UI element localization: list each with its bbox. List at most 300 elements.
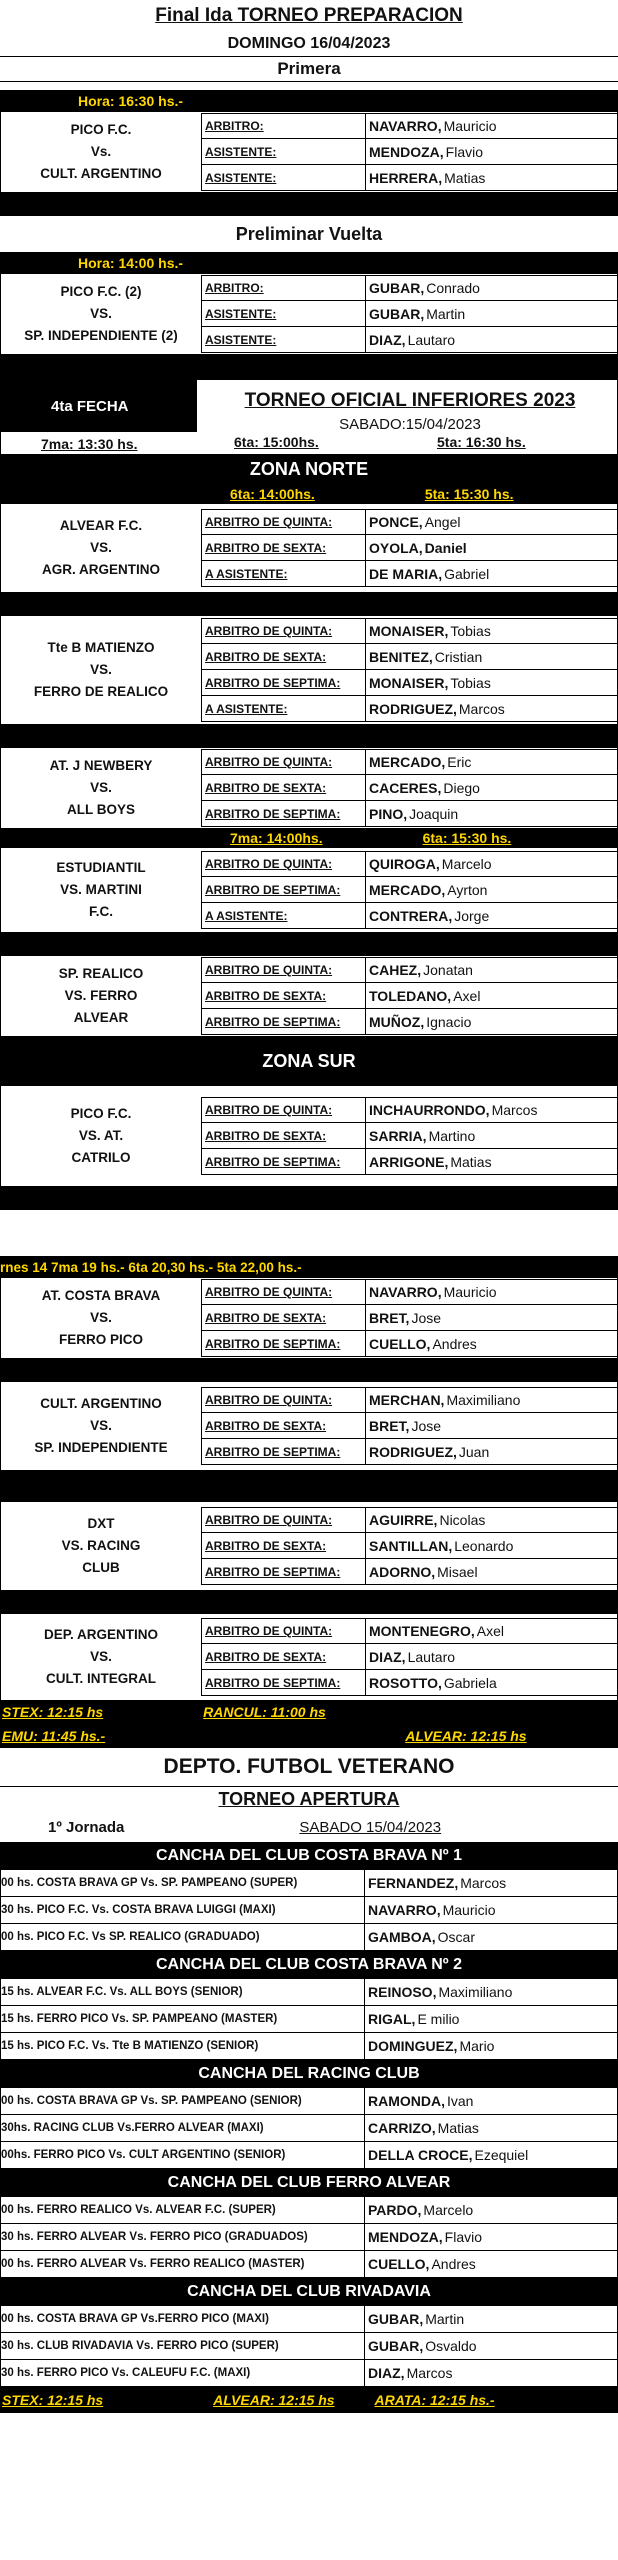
referee-row bbox=[201, 535, 617, 561]
referee-row bbox=[201, 1123, 617, 1149]
referee-row bbox=[201, 957, 617, 983]
veterano-game bbox=[0, 1924, 618, 1951]
referee-first-name: Ignacio bbox=[426, 1013, 472, 1030]
referee-last-name: MENDOZA, bbox=[368, 2229, 443, 2245]
veterano-game bbox=[0, 2251, 618, 2278]
veterano-game bbox=[0, 1870, 618, 1897]
away-team: F.C. bbox=[88, 904, 113, 919]
preliminar-title-row bbox=[0, 216, 618, 252]
vs-label: VS. AT. bbox=[78, 1128, 124, 1143]
referee-row bbox=[201, 1305, 617, 1331]
referee-last-name: GUBAR, bbox=[368, 2338, 424, 2354]
septima-time: 7ma: 13:30 hs. bbox=[41, 436, 138, 452]
referee-last-name: NAVARRO, bbox=[369, 1284, 442, 1300]
referee-last-name: AGUIRRE, bbox=[369, 1512, 438, 1528]
referee-name bbox=[366, 696, 617, 721]
referee-first-name: Jorge bbox=[454, 907, 490, 924]
vs-label: VS. bbox=[90, 1310, 112, 1325]
referee-first-name: Jose bbox=[411, 1417, 442, 1434]
viernes-match-1 bbox=[0, 1278, 618, 1358]
game-description: 30 hs. FERRO PICO Vs. CALEUFU F.C. (MAXI) bbox=[1, 2360, 365, 2386]
home-team: AT. J NEWBERY bbox=[49, 758, 153, 773]
match-teams bbox=[1, 1382, 201, 1470]
referee-name bbox=[366, 1123, 617, 1148]
referee-name bbox=[366, 1098, 617, 1122]
referee-last-name: RODRIGUEZ, bbox=[369, 700, 457, 717]
referee-first-name: Lautaro bbox=[407, 1648, 456, 1665]
referee-last-name: MERCHAN, bbox=[369, 1392, 445, 1408]
referee-first-name: Andres bbox=[432, 1335, 477, 1352]
referee-last-name: DELLA CROCE, bbox=[368, 2147, 473, 2163]
referee-first-name: Mario bbox=[459, 2038, 495, 2054]
referee-name bbox=[366, 1388, 617, 1412]
referee-last-name: CUELLO, bbox=[368, 2256, 430, 2272]
veterano-game bbox=[0, 2142, 618, 2169]
separator bbox=[0, 1590, 618, 1614]
veterano-game bbox=[0, 2088, 618, 2115]
referee-first-name: Andres bbox=[431, 2256, 476, 2272]
away-team: FERRO DE REALICO bbox=[33, 684, 169, 699]
referee-last-name: NAVARRO, bbox=[368, 1902, 441, 1918]
separator bbox=[0, 1470, 618, 1502]
referee-last-name: QUIROGA, bbox=[369, 856, 440, 872]
zona-norte-sexta: 6ta: 14:00hs. bbox=[230, 486, 315, 502]
referee-name bbox=[365, 1870, 617, 1896]
match-teams bbox=[1, 956, 201, 1036]
referee-first-name: Misael bbox=[437, 1563, 478, 1580]
referee-row bbox=[201, 113, 617, 139]
referee-last-name: RODRIGUEZ, bbox=[369, 1443, 457, 1460]
home-team: SP. REALICO bbox=[58, 966, 144, 981]
referee-first-name: Eric bbox=[447, 754, 472, 770]
referee-last-name: BENITEZ, bbox=[369, 648, 433, 665]
referee-role: ARBITRO DE SEXTA: bbox=[201, 1413, 366, 1438]
referee-last-name: GUBAR, bbox=[368, 2311, 424, 2327]
referee-name bbox=[365, 2360, 617, 2386]
vs-label: VS. bbox=[90, 662, 112, 677]
referee-row bbox=[201, 1507, 617, 1533]
separator bbox=[0, 354, 618, 380]
referee-first-name: Marcelo bbox=[423, 2202, 474, 2218]
vs-label: VS. bbox=[90, 540, 112, 555]
zona-norte-match-1 bbox=[0, 504, 618, 592]
referee-role: ARBITRO DE QUINTA: bbox=[201, 1280, 366, 1304]
referee-first-name: Ivan bbox=[447, 2093, 474, 2109]
referee-row bbox=[201, 670, 617, 696]
referee-name bbox=[366, 958, 617, 982]
veterano-title-row bbox=[0, 1748, 618, 1786]
referee-role: ARBITRO DE SEXTA: bbox=[201, 1644, 366, 1669]
referee-row bbox=[201, 275, 617, 301]
referee-last-name: DOMINGUEZ, bbox=[368, 2038, 458, 2054]
referee-last-name: REINOSO, bbox=[368, 1984, 437, 2000]
referee-name bbox=[365, 2033, 617, 2059]
referee-name bbox=[366, 1619, 617, 1643]
away-team: ALVEAR bbox=[73, 1010, 129, 1025]
match-teams bbox=[1, 848, 201, 932]
referee-role: ARBITRO DE SEPTIMA: bbox=[201, 1009, 366, 1034]
referee-row bbox=[201, 903, 617, 929]
referee-name bbox=[365, 1897, 617, 1923]
referee-last-name: CUELLO, bbox=[369, 1335, 431, 1352]
zona-norte-bar bbox=[0, 454, 618, 484]
referee-first-name: Maximiliano bbox=[438, 1984, 513, 2000]
header-date-row bbox=[0, 32, 618, 56]
game-description: 00 hs. COSTA BRAVA GP Vs. SP. PAMPEANO (SENIOR) bbox=[1, 2088, 365, 2114]
separator bbox=[0, 724, 618, 748]
page-title: Final Ida TORNEO PREPARACION bbox=[155, 5, 463, 26]
referee-name bbox=[366, 1149, 617, 1174]
referee-first-name: Maximiliano bbox=[446, 1392, 521, 1408]
referee-first-name: Marcos bbox=[458, 700, 505, 717]
referee-name bbox=[365, 2142, 617, 2168]
referee-name bbox=[366, 1533, 617, 1558]
referee-first-name: Mauricio bbox=[443, 118, 497, 134]
referee-first-name: Ezequiel bbox=[474, 2147, 529, 2163]
referee-name bbox=[366, 139, 617, 164]
referee-list bbox=[201, 848, 617, 932]
veterano-arata: ARATA: 12:15 hs.- bbox=[374, 2392, 495, 2408]
vs-label: VS. FERRO bbox=[64, 988, 138, 1003]
match-teams bbox=[1, 1614, 201, 1700]
referee-role: ARBITRO DE SEXTA: bbox=[201, 644, 366, 669]
referee-role: ARBITRO DE SEXTA: bbox=[201, 1305, 366, 1330]
referee-name bbox=[366, 1009, 617, 1034]
referee-first-name: Conrado bbox=[426, 280, 480, 296]
referee-last-name: GUBAR, bbox=[369, 305, 425, 322]
referee-last-name: DIAZ, bbox=[368, 2365, 405, 2381]
zona-sur-match bbox=[0, 1086, 618, 1186]
referee-last-name: ADORNO, bbox=[369, 1563, 436, 1580]
referee-row bbox=[201, 1149, 617, 1175]
match-teams bbox=[1, 274, 201, 354]
referee-role: A ASISTENTE: bbox=[201, 696, 366, 721]
referee-row bbox=[201, 1009, 617, 1035]
referee-name bbox=[366, 276, 617, 300]
game-description: 30 hs. CLUB RIVADAVIA Vs. FERRO PICO (SUPER) bbox=[1, 2333, 365, 2359]
zona-norte-quinta: 5ta: 15:30 hs. bbox=[424, 486, 514, 502]
preliminar-match bbox=[0, 274, 618, 354]
referee-role: ARBITRO: bbox=[201, 276, 366, 300]
referee-list bbox=[201, 274, 617, 354]
referee-role: ARBITRO DE SEPTIMA: bbox=[201, 801, 366, 826]
referee-row bbox=[201, 327, 617, 353]
referee-row bbox=[201, 1670, 617, 1696]
referee-row bbox=[201, 618, 617, 644]
referee-last-name: CAHEZ, bbox=[369, 962, 422, 978]
header-date: DOMINGO 16/04/2023 bbox=[227, 35, 391, 52]
match-teams bbox=[1, 1502, 201, 1590]
home-team: PICO F.C. bbox=[70, 1106, 132, 1121]
referee-row bbox=[201, 1644, 617, 1670]
referee-role: ASISTENTE: bbox=[201, 301, 366, 326]
referee-last-name: OYOLA, bbox=[369, 539, 423, 556]
veterano-game bbox=[0, 1979, 618, 2006]
match-teams bbox=[1, 1278, 201, 1358]
match-teams bbox=[1, 1086, 201, 1186]
separator bbox=[0, 932, 618, 956]
inferiores-date: SABADO:15/04/2023 bbox=[339, 416, 481, 433]
referee-first-name: Oscar bbox=[437, 1929, 476, 1945]
zona-norte-match-2 bbox=[0, 616, 618, 724]
zona-norte-match-3 bbox=[0, 748, 618, 828]
referee-role: ARBITRO DE QUINTA: bbox=[201, 1388, 366, 1412]
vs-label: VS. bbox=[90, 1418, 112, 1433]
referee-role: ARBITRO DE SEXTA: bbox=[201, 775, 366, 800]
referee-name bbox=[366, 327, 617, 352]
veterano-game bbox=[0, 2224, 618, 2251]
primera-match bbox=[0, 112, 618, 192]
away-team: SP. INDEPENDIENTE bbox=[34, 1440, 168, 1455]
referee-role: ASISTENTE: bbox=[201, 327, 366, 352]
alvear-time: ALVEAR: 12:15 hs bbox=[405, 1728, 527, 1744]
referee-first-name: Gabriela bbox=[443, 1674, 497, 1691]
veterano-game bbox=[0, 2115, 618, 2142]
referee-name bbox=[366, 165, 617, 190]
referee-last-name: CONTRERA, bbox=[369, 907, 453, 924]
referee-role: ARBITRO DE QUINTA: bbox=[201, 510, 366, 534]
veterano-game bbox=[0, 2306, 618, 2333]
referee-last-name: ARRIGONE, bbox=[369, 1153, 449, 1170]
referee-role: ARBITRO DE SEXTA: bbox=[201, 1123, 366, 1148]
referee-name bbox=[366, 1331, 617, 1356]
veterano-game bbox=[0, 2333, 618, 2360]
referee-first-name: Marcos bbox=[406, 2365, 453, 2381]
referee-role: ASISTENTE: bbox=[201, 165, 366, 190]
referee-name bbox=[365, 2197, 617, 2223]
home-team: ALVEAR F.C. bbox=[59, 518, 143, 533]
viernes-footer-2 bbox=[0, 1724, 618, 1748]
referee-role: ARBITRO DE SEPTIMA: bbox=[201, 877, 366, 902]
referee-last-name: TOLEDANO, bbox=[369, 987, 452, 1004]
referee-role: ARBITRO DE SEPTIMA: bbox=[201, 1559, 366, 1584]
away-team: SP. INDEPENDIENTE (2) bbox=[24, 328, 178, 343]
game-description: 00 hs. FERRO ALVEAR Vs. FERRO REALICO (MASTER) bbox=[1, 2251, 365, 2277]
referee-name bbox=[366, 561, 617, 586]
referee-name bbox=[365, 2088, 617, 2114]
separator bbox=[0, 1358, 618, 1382]
referee-last-name: MONAISER, bbox=[369, 674, 449, 691]
away-team: CLUB bbox=[82, 1560, 120, 1575]
category-row bbox=[0, 56, 618, 82]
referee-role: ARBITRO DE SEPTIMA: bbox=[201, 670, 366, 695]
game-description: 15 hs. ALVEAR F.C. Vs. ALL BOYS (SENIOR) bbox=[1, 1979, 365, 2005]
referee-list bbox=[201, 1278, 617, 1358]
header-title-row bbox=[0, 0, 618, 32]
referee-list bbox=[201, 504, 617, 592]
game-description: 00 hs. PICO F.C. Vs SP. REALICO (GRADUADO) bbox=[1, 1924, 365, 1950]
referee-name bbox=[366, 877, 617, 902]
referee-last-name: BRET, bbox=[369, 1417, 410, 1434]
veterano-stex: STEX: 12:15 hs bbox=[2, 2392, 104, 2408]
referee-first-name: Marcelo bbox=[441, 856, 492, 872]
referee-last-name: RIGAL, bbox=[368, 2011, 416, 2027]
zona-norte-match-5 bbox=[0, 956, 618, 1036]
referee-name bbox=[365, 2006, 617, 2032]
referee-last-name: CARRIZO, bbox=[368, 2120, 436, 2136]
referee-first-name: E milio bbox=[417, 2011, 460, 2027]
referee-last-name: PARDO, bbox=[368, 2202, 422, 2218]
home-team: ESTUDIANTIL bbox=[56, 860, 146, 875]
referee-last-name: NAVARRO, bbox=[369, 118, 442, 134]
referee-first-name: Leonardo bbox=[454, 1537, 514, 1554]
referee-role: ARBITRO DE SEXTA: bbox=[201, 535, 366, 560]
referee-last-name: INCHAURRONDO, bbox=[369, 1102, 490, 1118]
referee-row bbox=[201, 1559, 617, 1585]
venue-name: CANCHA DEL CLUB FERRO ALVEAR bbox=[167, 2174, 451, 2191]
preliminar-title: Preliminar Vuelta bbox=[235, 223, 383, 244]
referee-row bbox=[201, 1439, 617, 1465]
referee-first-name: Nicolas bbox=[439, 1512, 486, 1528]
referee-last-name: PONCE, bbox=[369, 514, 423, 530]
away-team: CATRILO bbox=[71, 1150, 131, 1165]
referee-role: ASISTENTE: bbox=[201, 139, 366, 164]
referee-last-name: DE MARIA, bbox=[369, 565, 443, 582]
preliminar-hour: Hora: 14:00 hs.- bbox=[78, 255, 184, 271]
referee-role: ARBITRO DE QUINTA: bbox=[201, 852, 366, 876]
referee-name bbox=[366, 750, 617, 774]
referee-list bbox=[201, 956, 617, 1036]
zona-norte-times-2 bbox=[0, 828, 618, 848]
referee-last-name: HERRERA, bbox=[369, 169, 443, 186]
referee-list bbox=[201, 112, 617, 192]
referee-name bbox=[365, 2251, 617, 2277]
referee-first-name: Marcos bbox=[460, 1875, 507, 1891]
referee-name bbox=[366, 801, 617, 826]
referee-role: ARBITRO DE SEPTIMA: bbox=[201, 1439, 366, 1464]
referee-first-name: Jose bbox=[411, 1309, 442, 1326]
home-team: DEP. ARGENTINO bbox=[43, 1627, 159, 1642]
referee-last-name: FERNANDEZ, bbox=[368, 1875, 459, 1891]
referee-name bbox=[366, 301, 617, 326]
spacer bbox=[0, 1210, 618, 1256]
referee-last-name: SARRIA, bbox=[369, 1127, 427, 1144]
referee-role: ARBITRO DE QUINTA: bbox=[201, 1098, 366, 1122]
game-description: 15 hs. PICO F.C. Vs. Tte B MATIENZO (SENIOR) bbox=[1, 2033, 365, 2059]
referee-first-name: Juan bbox=[458, 1443, 490, 1460]
viernes-bar bbox=[0, 1256, 618, 1278]
referee-row bbox=[201, 165, 617, 191]
viernes-footer-1 bbox=[0, 1700, 618, 1724]
referee-row bbox=[201, 877, 617, 903]
referee-row bbox=[201, 1618, 617, 1644]
referee-name bbox=[366, 1644, 617, 1669]
referee-name bbox=[365, 2333, 617, 2359]
referee-first-name: Gabriel bbox=[444, 565, 490, 582]
preliminar-hour-bar bbox=[0, 252, 618, 274]
referee-first-name: Ayrton bbox=[447, 881, 488, 898]
referee-name bbox=[365, 1979, 617, 2005]
referee-first-name: Angel bbox=[424, 514, 461, 530]
vs-label: VS. bbox=[90, 1649, 112, 1664]
home-team: Tte B MATIENZO bbox=[47, 640, 155, 655]
venue-header bbox=[0, 1842, 618, 1870]
referee-role: ARBITRO DE SEXTA: bbox=[201, 1533, 366, 1558]
referee-last-name: MERCADO, bbox=[369, 881, 446, 898]
referee-name bbox=[366, 1439, 617, 1464]
referee-name bbox=[365, 1924, 617, 1950]
home-team: PICO F.C. (2) bbox=[60, 284, 142, 299]
referee-row bbox=[201, 851, 617, 877]
referee-first-name: Osvaldo bbox=[425, 2338, 477, 2354]
referee-list bbox=[201, 1614, 617, 1700]
referee-role: ARBITRO: bbox=[201, 114, 366, 138]
referee-role: ARBITRO DE SEPTIMA: bbox=[201, 1149, 366, 1174]
referee-name bbox=[366, 619, 617, 643]
referee-name bbox=[366, 1305, 617, 1330]
referee-row bbox=[201, 775, 617, 801]
zona-norte-times bbox=[0, 484, 618, 504]
referee-last-name: MONAISER, bbox=[369, 623, 449, 639]
venue-header bbox=[0, 2060, 618, 2088]
game-description: 30hs. RACING CLUB Vs.FERRO ALVEAR (MAXI) bbox=[1, 2115, 365, 2141]
referee-list bbox=[201, 1502, 617, 1590]
away-team: ALL BOYS bbox=[66, 802, 135, 817]
referee-row bbox=[201, 749, 617, 775]
game-description: 30 hs. PICO F.C. Vs. COSTA BRAVA LUIGGI (MAXI) bbox=[1, 1897, 365, 1923]
referee-first-name: Martino bbox=[428, 1127, 476, 1144]
referee-last-name: RAMONDA, bbox=[368, 2093, 445, 2109]
jornada-label: 1º Jornada bbox=[48, 1818, 125, 1836]
referee-first-name: Marcos bbox=[491, 1102, 538, 1118]
separator bbox=[0, 192, 618, 216]
referee-first-name: Axel bbox=[453, 987, 481, 1004]
referee-role: ARBITRO DE QUINTA: bbox=[201, 1619, 366, 1643]
zona-norte-match-4 bbox=[0, 848, 618, 932]
referee-name bbox=[366, 644, 617, 669]
referee-row bbox=[201, 139, 617, 165]
referee-first-name: Matias bbox=[437, 2120, 479, 2136]
match-teams bbox=[1, 616, 201, 724]
venue-header bbox=[0, 1951, 618, 1979]
referee-first-name: Lautaro bbox=[407, 331, 456, 348]
referee-row bbox=[201, 696, 617, 722]
torneo-title: TORNEO APERTURA bbox=[218, 1789, 400, 1809]
match-teams bbox=[1, 748, 201, 828]
sexta-time: 6ta: 15:00hs. bbox=[234, 434, 319, 450]
home-team: PICO F.C. bbox=[70, 122, 132, 137]
vs-label: VS. MARTINI bbox=[60, 882, 142, 897]
primera-hour: Hora: 16:30 hs.- bbox=[78, 93, 184, 109]
venue-name: CANCHA DEL CLUB RIVADAVIA bbox=[187, 2283, 431, 2300]
referee-role: ARBITRO DE QUINTA: bbox=[201, 750, 366, 774]
veterano-alvear: ALVEAR: 12:15 hs bbox=[213, 2392, 335, 2408]
referee-name bbox=[366, 670, 617, 695]
referee-name bbox=[365, 2306, 617, 2332]
veterano-game bbox=[0, 2033, 618, 2060]
referee-role: ARBITRO DE SEPTIMA: bbox=[201, 1670, 366, 1695]
referee-first-name: Matias bbox=[444, 169, 486, 186]
viernes-match-3 bbox=[0, 1502, 618, 1590]
referee-row bbox=[201, 983, 617, 1009]
veterano-footer bbox=[0, 2387, 618, 2413]
referee-last-name: GAMBOA, bbox=[368, 1929, 436, 1945]
vs-label: VS. bbox=[90, 780, 112, 795]
veterano-game bbox=[0, 1897, 618, 1924]
category-title: Primera bbox=[277, 59, 341, 78]
referee-row bbox=[201, 509, 617, 535]
referee-name bbox=[366, 775, 617, 800]
referee-name bbox=[366, 510, 617, 534]
vs-label: Vs. bbox=[90, 144, 112, 159]
referee-first-name: Martin bbox=[425, 2311, 465, 2327]
veterano-game bbox=[0, 2197, 618, 2224]
referee-first-name: Diego bbox=[443, 779, 480, 796]
referee-last-name: GUBAR, bbox=[369, 280, 425, 296]
veterano-game bbox=[0, 2006, 618, 2033]
referee-last-name: MERCADO, bbox=[369, 754, 446, 770]
referee-name bbox=[366, 1559, 617, 1584]
